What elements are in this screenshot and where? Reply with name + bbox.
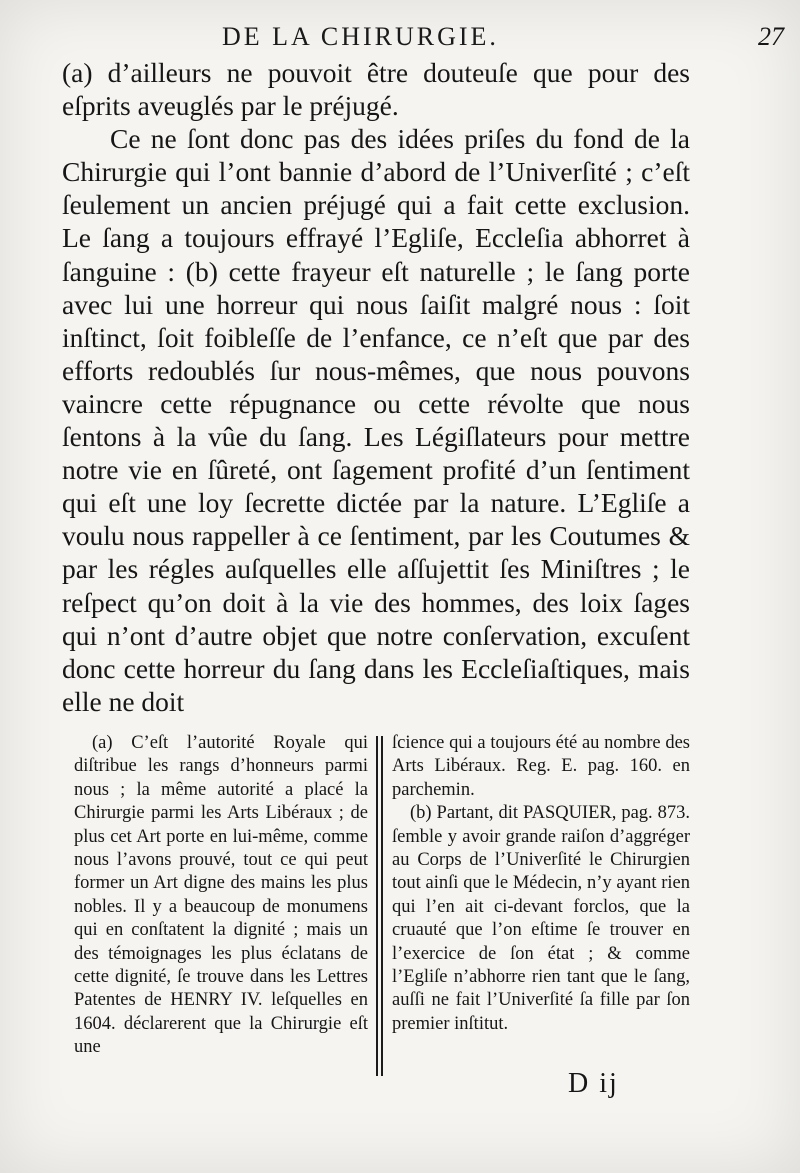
footnote-column-left (74, 732, 368, 1060)
body-paragraph-1: (a) d’ailleurs ne pouvoit être douteuſe que pour des eſprits aveuglés par le préjugé. (62, 57, 690, 122)
column-divider-rule (374, 736, 386, 1076)
footnote-b: (b) Partant, dit PASQUIER, pag. 873. ſemble y avoir grande raiſon d’aggréger au Corps de l’Univerſité le Chirurgien tout ainſi que le Médecin, n’y ayant rien qui l’en ait ci-devant forclos, que la cruauté que l’on eſtime ſe trouver en l’exercice de ſon état ; & comme l’Egliſe n’abhorre rien tant que le ſang, auſſi ne fait l’Univerſité ſa fille par ſon premier inſtitut. (392, 803, 690, 1034)
body-paragraph-2: Ce ne ſont donc pas des idées priſes du fond de la Chirurgie qui l’ont bannie d’abord de l’Univerſité ; c’eſt ſeulement un ancien préjugé qui a fait cette exclusion. Le ſang a toujours effrayé l’Egliſe, Eccleſia abhorret à ſanguine : (b) cette frayeur eſt naturelle ; le ſang porte avec lui une horreur qui nous ſaiſit malgré nous : ſoit inſtinct, ſoit foibleſſe de l’enfance, ce n’eſt que par des efforts redoublés ſur nous-mêmes, que nous pouvons vaincre cette répugnance ou cette révolte que nous ſentons à la vûe du ſang. Les Légiſlateurs pour mettre notre vie en ſûreté, ont ſagement profité d’un ſentiment qui eſt une loy ſecrette dictée par la nature. L’Egliſe a voulu nous rappeller à ce ſentiment, par les Coutumes & par les régles auſquelles elle aſſujettit ſes Miniſtres ; le reſpect qu’on doit à la vie des hommes, des loix ſages qui n’ont d’autre objet que notre conſervation, excuſent donc cette horreur du ſang dans les Eccleſiaſtiques, mais elle ne doit (62, 123, 690, 717)
main-text (62, 56, 690, 718)
running-head: DE LA CHIRURGIE. (222, 22, 499, 51)
page-number: 27 (758, 22, 784, 51)
footnote-a-continuation: ſcience qui a toujours été au nombre des Arts Libéraux. Reg. E. pag. 160. en parchemin. (392, 733, 690, 800)
footnote-a: (a) C’eſt l’autorité Royale qui diſtribue les rangs d’honneurs parmi nous ; la même autorité a placé la Chirurgie parmi les Arts Libéraux ; de plus cet Art porte en lui-même, comme nous l’avons prouvé, tout ce qui peut former un Art digne des mains les plus nobles. Il y a beaucoup de monumens qui en conſtatent la dignité ; mais un des témoignages les plus éclatans de cette dignité, ſe trouve dans les Lettres Patentes de HENRY IV. leſquelles en 1604. déclarerent que la Chirurgie eſt une (74, 733, 368, 1058)
signature-mark: D ij (568, 1068, 619, 1099)
footnote-column-right (392, 732, 690, 1036)
footnotes (74, 732, 690, 1084)
